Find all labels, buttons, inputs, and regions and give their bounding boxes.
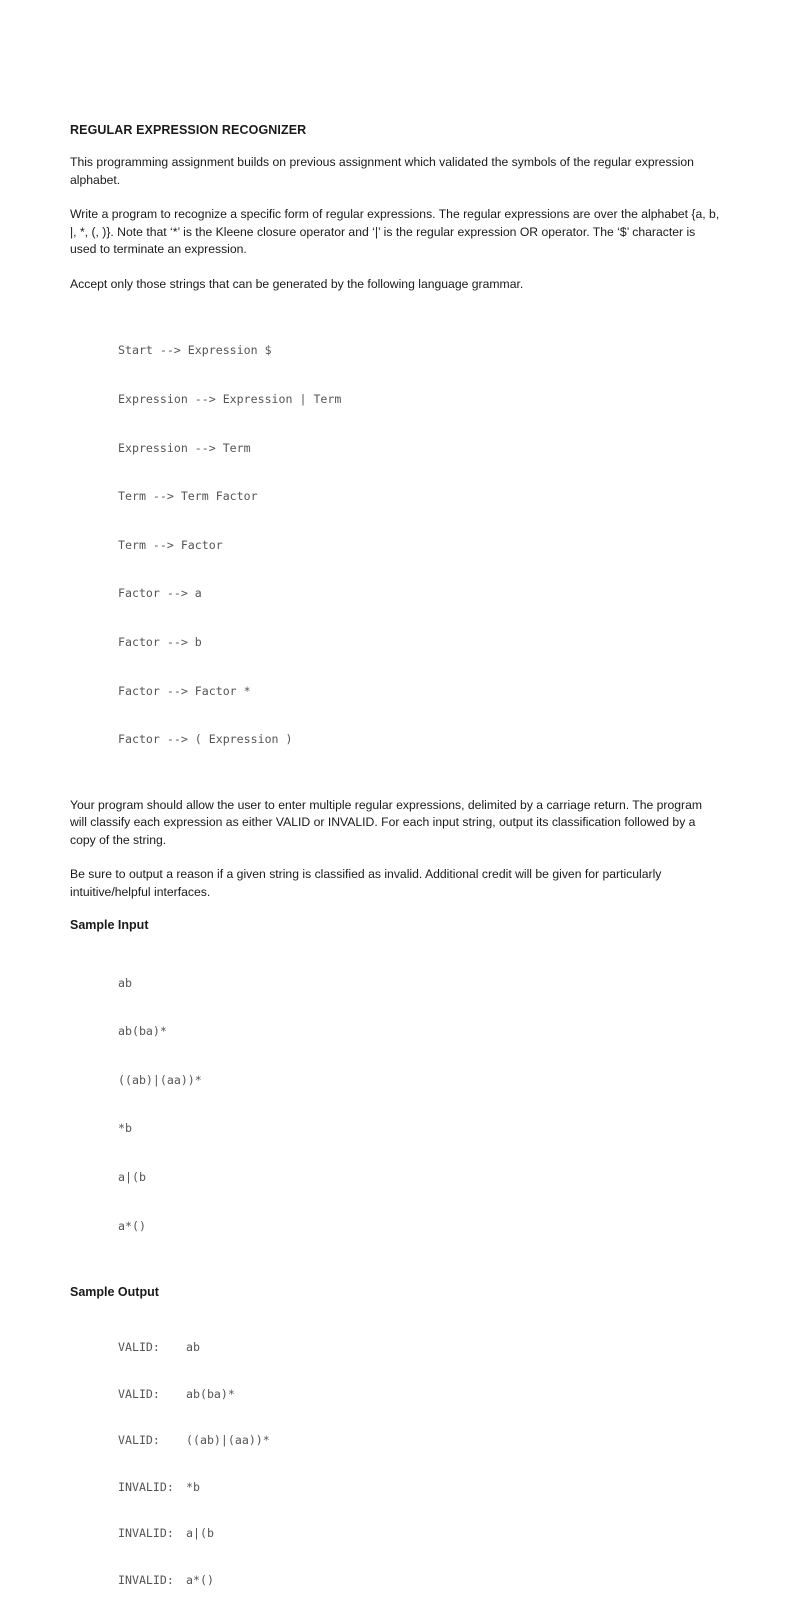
credit-paragraph: Be sure to output a reason if a given string is classified as invalid. Additional credit will be given for particularly intuitive/helpful interfaces. <box>70 867 662 899</box>
output-classification: INVALID: <box>118 1572 174 1587</box>
sample-output-line <box>118 1433 720 1449</box>
requirements-paragraph: Your program should allow the user to enter multiple regular expressions, delimited by a carriage return. The program will classify each expression as either VALID or INVALID. For each input string, output its classification followed by a copy of the string. <box>70 797 703 847</box>
sample-input-block <box>118 942 720 1266</box>
output-string: a*() <box>186 1572 214 1587</box>
sample-input-line: ((ab)|(aa))* <box>118 1072 202 1087</box>
sample-output-heading: Sample Output <box>70 1285 159 1300</box>
grammar-intro-paragraph: Accept only those strings that can be generated by the following language grammar. <box>70 276 524 291</box>
document-page <box>70 123 720 1619</box>
sample-output-line <box>118 1387 720 1403</box>
grammar-rule: Start --> Expression $ <box>118 343 272 358</box>
intro-paragraph: This programming assignment builds on previous assignment which validated the symbols of the regular expression alphabet. <box>70 155 694 187</box>
grammar-rule: Expression --> Term <box>118 440 251 455</box>
output-string: *b <box>186 1479 200 1494</box>
grammar-block <box>118 310 720 780</box>
output-classification: INVALID: <box>118 1526 174 1541</box>
document-title: REGULAR EXPRESSION RECOGNIZER <box>70 123 307 137</box>
grammar-rule: Factor --> a <box>118 586 202 601</box>
output-string: ab <box>186 1340 200 1355</box>
sample-output-line <box>118 1480 720 1496</box>
output-string: ab(ba)* <box>186 1386 235 1401</box>
grammar-rule: Factor --> ( Expression ) <box>118 732 293 747</box>
output-classification: VALID: <box>118 1433 160 1448</box>
sample-input-line: a*() <box>118 1218 146 1233</box>
output-classification: VALID: <box>118 1386 160 1401</box>
grammar-rule: Term --> Term Factor <box>118 489 258 504</box>
sample-input-line: *b <box>118 1121 132 1136</box>
task-paragraph: Write a program to recognize a specific form of regular expressions. The regular expressions are over the alphabet {a, b, |, *, (, )}. Note that ‘*’ is the Kleene closure operator and ‘|’ is the regular expression OR operator. The ‘$’ character is used to terminate an expression. <box>70 207 720 256</box>
grammar-rule: Expression --> Expression | Term <box>118 392 342 406</box>
sample-input-line: ab(ba)* <box>118 1024 167 1039</box>
sample-input-line: a|(b <box>118 1170 146 1185</box>
grammar-rule: Factor --> b <box>118 634 202 649</box>
sample-output-line <box>118 1526 720 1542</box>
output-string: ((ab)|(aa))* <box>186 1433 270 1448</box>
sample-input-line: ab <box>118 975 132 990</box>
sample-output-block <box>118 1309 720 1619</box>
grammar-rule: Term --> Factor <box>118 537 223 552</box>
grammar-rule: Factor --> Factor * <box>118 683 251 698</box>
output-string: a|(b <box>186 1526 214 1541</box>
sample-input-heading: Sample Input <box>70 918 149 933</box>
output-classification: INVALID: <box>118 1479 174 1494</box>
sample-output-line <box>118 1573 720 1589</box>
output-classification: VALID: <box>118 1340 160 1355</box>
sample-output-line <box>118 1340 720 1356</box>
